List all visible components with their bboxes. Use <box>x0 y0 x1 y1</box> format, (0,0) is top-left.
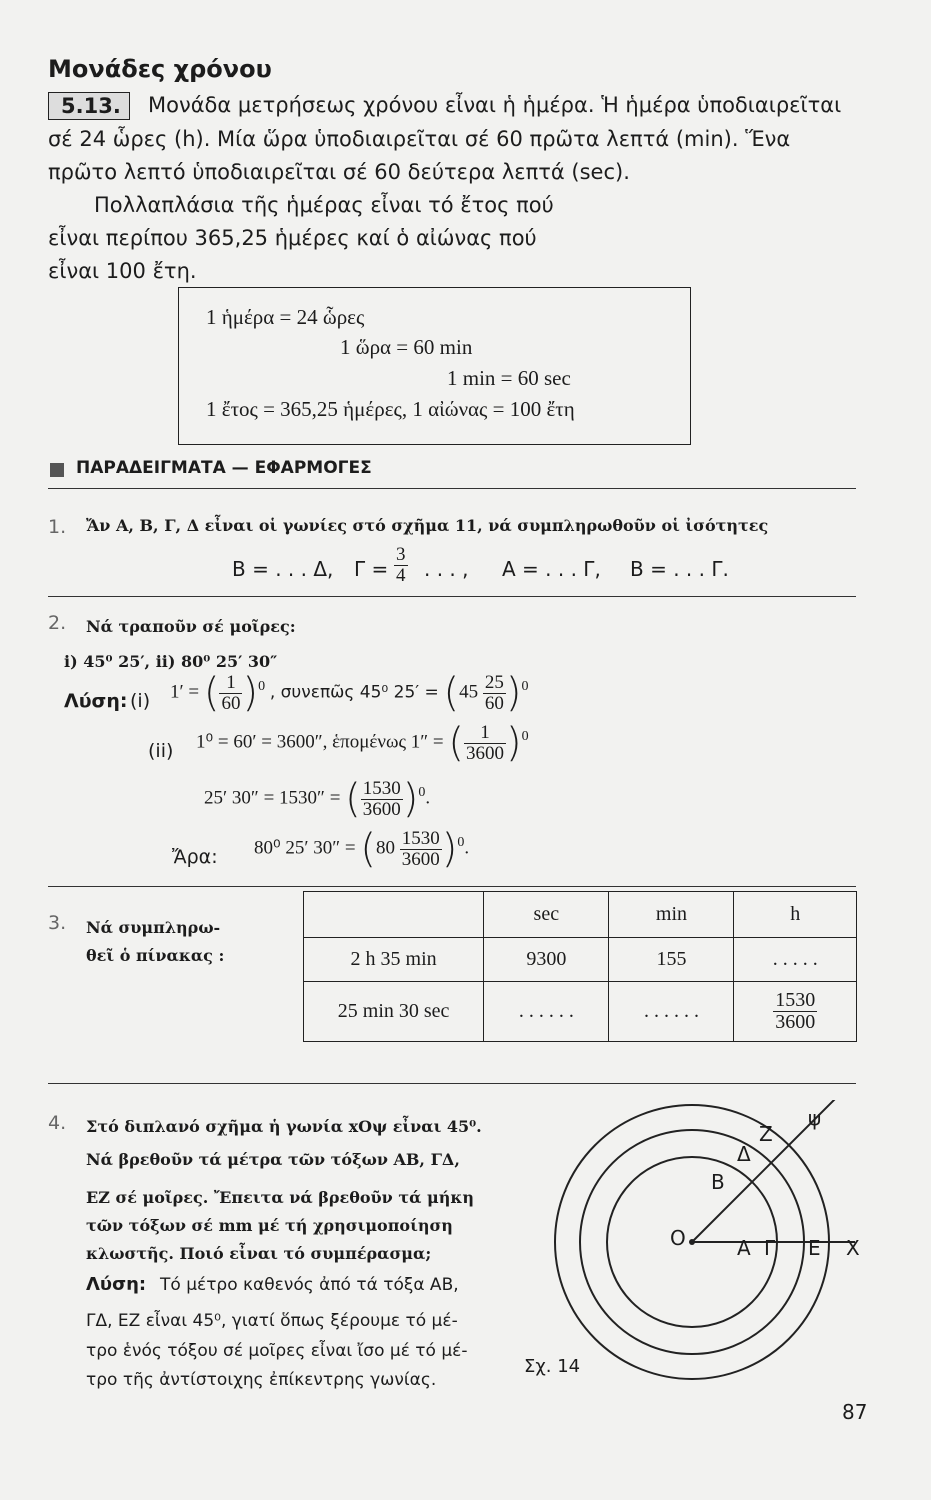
table-header-cell: h <box>734 892 857 938</box>
ex3-text-2: θεῖ ὁ πίνακας : <box>86 946 225 965</box>
section-title: Μονάδες χρόνου <box>48 55 272 83</box>
frac-denominator: 3600 <box>775 1011 816 1033</box>
mixed-whole: 80 <box>376 837 396 859</box>
summary-line-1: 1 ἡμέρα = 24 ὧρες <box>206 305 365 329</box>
table-cell[interactable]: 155 <box>609 938 734 982</box>
frac-denominator: 3600 <box>465 742 504 764</box>
figure-caption: Σχ. 14 <box>524 1356 581 1377</box>
ex2-row3: 25′ 30″ = 1530″ = ( $\frac{1530}{3600}$ )$^0$. <box>204 776 431 822</box>
ex2-number: 2. <box>48 612 67 634</box>
label-o: O <box>670 1226 686 1250</box>
label-x: Χ <box>846 1236 860 1260</box>
ex2-ara-equation: 80⁰ 25′ 30″ = (80 $\frac{1530}{3600}$ )$^0$. <box>254 826 470 872</box>
paragraph-number: 5.13. <box>48 92 130 120</box>
divider <box>48 596 856 597</box>
summary-line-3: 1 min = 60 sec <box>447 366 571 390</box>
table-cell[interactable]: . . . . . . <box>609 982 734 1042</box>
table-cell[interactable] <box>734 982 857 1042</box>
ex4-line-5: κλωστῆς. Ποιό εἶναι τό συμπέρασμα; <box>86 1244 432 1263</box>
ex1-text: Ἄν Α, Β, Γ, Δ εἶναι οἱ γωνίες στό σχῆμα 11, νά συμπληρωθοῦν οἱ ἰσότητες <box>86 516 769 535</box>
mixed-whole: 45 <box>459 681 479 703</box>
degree-mark: 0 <box>521 679 529 695</box>
table-header-cell <box>304 892 484 938</box>
frac-denominator: 60 <box>484 692 504 714</box>
table-cell[interactable]: . . . . . <box>734 938 857 982</box>
ex4-line-2: Νά βρεθοῦν τά μέτρα τῶν τόξων ΑΒ, ΓΔ, <box>86 1150 460 1169</box>
label-g: Γ <box>764 1236 776 1260</box>
ex2-i-label: (i) <box>130 690 151 712</box>
ex1-frac-num: 3 <box>396 544 406 565</box>
ex4-number: 4. <box>48 1112 67 1134</box>
label-z: Ζ <box>759 1122 773 1146</box>
ex2-ara-lhs: 80⁰ 25′ 30″ = <box>254 837 356 859</box>
ex3-number: 3. <box>48 912 67 934</box>
para-line-1: Μονάδα μετρήσεως χρόνου εἶναι ἡ ἡμέρα. Ἡ ἡμέρα ὑποδιαιρεῖται <box>148 93 842 117</box>
summary-line-2: 1 ὥρα = 60 min <box>340 335 473 359</box>
ex4-solution-4: τρο τῆς ἀντίστοιχης ἐπίκεντρης γωνίας. <box>86 1370 437 1390</box>
summary-line-4: 1 ἔτος = 365,25 ἡμέρες, 1 αἰώνας = 100 ἔτη <box>206 397 575 421</box>
frac-numerator: 1530 <box>401 827 440 849</box>
ex2-text: Νά τραποῦν σέ μοῖρες: <box>86 617 296 636</box>
ex2-r3-lhs: 25′ 30″ = 1530″ = <box>204 787 341 809</box>
table-header-cell: sec <box>484 892 609 938</box>
ex1-eq-b: Β = . . . Δ, <box>232 557 334 581</box>
table-cell[interactable]: . . . . . . <box>484 982 609 1042</box>
label-a: Α <box>737 1236 751 1260</box>
para-line-2: σέ 24 ὧρες (h). Μία ὥρα ὑποδιαιρεῖται σέ 60 πρῶτα λεπτά (min). Ἕνα <box>48 127 791 151</box>
frac-numerator: 25 <box>484 671 504 693</box>
ex4-solution-1: Τό μέτρο καθενός ἀπό τά τόξα ΑΒ, <box>160 1275 459 1295</box>
frac-denominator: 60 <box>221 692 241 714</box>
ex4-solution-2: ΓΔ, ΕΖ εἶναι 45⁰, γιατί ὅπως ξέρουμε τό μέ- <box>86 1311 458 1331</box>
ex2-ara-label: Ἄρα: <box>172 846 218 868</box>
ex2-ii-equation: 1⁰ = 60′ = 3600″, ἑπομένως 1″ = ( $\frac{1}{3600}$ )$^0$ <box>196 720 529 766</box>
concentric-circles-figure <box>540 1100 880 1390</box>
frac-numerator: 1 <box>464 723 506 744</box>
ex1-fraction <box>394 545 408 586</box>
ex2-items: i) 45⁰ 25′, ii) 80⁰ 25′ 30″ <box>64 652 278 671</box>
ex1-eq-a: Α = . . . Γ, <box>502 557 601 581</box>
ex3-text-1: Νά συμπληρω- <box>86 918 221 937</box>
ex1-eq-g-post: . . . , <box>424 557 469 581</box>
center-point <box>689 1239 695 1245</box>
ex4-line-4: τῶν τόξων σέ mm μέ τή χρησιμοποίηση <box>86 1216 453 1235</box>
label-b: Β <box>711 1170 725 1194</box>
heading-square-icon <box>50 463 64 477</box>
ex1-eq-b2: Β = . . . Γ. <box>630 557 729 581</box>
frac-denominator: 3600 <box>401 848 440 870</box>
ex2-i-equation: 1′ = ( $\frac{1}{60}$ )$^0$ , συνεπῶς 45⁰ 25′ = (45 $\frac{25}{60}$ )$^0$ <box>170 670 529 716</box>
frac-numerator: 1530 <box>362 777 401 799</box>
divider <box>48 886 856 887</box>
para-line-4: Πολλαπλάσια τῆς ἡμέρας εἶναι τό ἔτος πού <box>94 193 554 217</box>
ex2-ii-text: 1⁰ = 60′ = 3600″, ἑπομένως 1″ = <box>196 731 444 753</box>
ex4-line-3: ΕΖ σέ μοῖρες. Ἔπειτα νά βρεθοῦν τά μήκη <box>86 1188 474 1207</box>
ex2-i-mid: , συνεπῶς 45⁰ 25′ = <box>269 682 439 703</box>
ex2-ii-label: (ii) <box>148 740 174 762</box>
ex4-line-1: Στό διπλανό σχῆμα ἡ γωνία xΟψ εἶναι 45⁰. <box>86 1117 482 1136</box>
ex4-solution-label: Λύση: <box>86 1274 147 1295</box>
table-cell[interactable]: 25 min 30 sec <box>304 982 484 1042</box>
degree-mark: 0 <box>418 785 426 801</box>
para-line-3: πρῶτο λεπτό ὑποδιαιρεῖται σέ 60 δεύτερα λεπτά (sec). <box>48 160 630 184</box>
degree-mark: 0 <box>258 679 266 695</box>
frac-denominator: 3600 <box>362 798 401 820</box>
label-e: Ε <box>808 1236 821 1260</box>
divider <box>48 1083 856 1084</box>
divider <box>48 488 856 489</box>
examples-heading: ΠΑΡΑΔΕΙΓΜΑΤΑ — ΕΦΑΡΜΟΓΕΣ <box>76 458 372 478</box>
ex2-solution-label: Λύση: <box>64 690 128 712</box>
frac-numerator: 1530 <box>775 989 816 1011</box>
ex2-i-lhs: 1′ = <box>170 681 200 703</box>
ex1-eq-g-pre: Γ = <box>354 557 389 581</box>
para-line-6: εἶναι 100 ἔτη. <box>48 259 197 283</box>
table-cell[interactable]: 9300 <box>484 938 609 982</box>
para-line-5: εἶναι περίπου 365,25 ἡμέρες καί ὁ αἰώνας πού <box>48 226 537 250</box>
ex4-solution-3: τρο ἑνός τόξου σέ μοῖρες εἶναι ἴσο μέ τό μέ- <box>86 1341 468 1361</box>
conversion-table <box>303 891 857 1042</box>
table-cell[interactable]: 2 h 35 min <box>304 938 484 982</box>
frac-numerator: 1 <box>219 673 242 694</box>
ex1-frac-den: 4 <box>396 564 406 586</box>
page-number: 87 <box>842 1400 868 1424</box>
table-header-cell: min <box>609 892 734 938</box>
degree-mark: 0 <box>521 729 529 745</box>
label-d: Δ <box>737 1142 751 1166</box>
label-psi: ψ <box>808 1106 822 1130</box>
ex1-number: 1. <box>48 516 67 538</box>
degree-mark: 0 <box>457 835 465 851</box>
